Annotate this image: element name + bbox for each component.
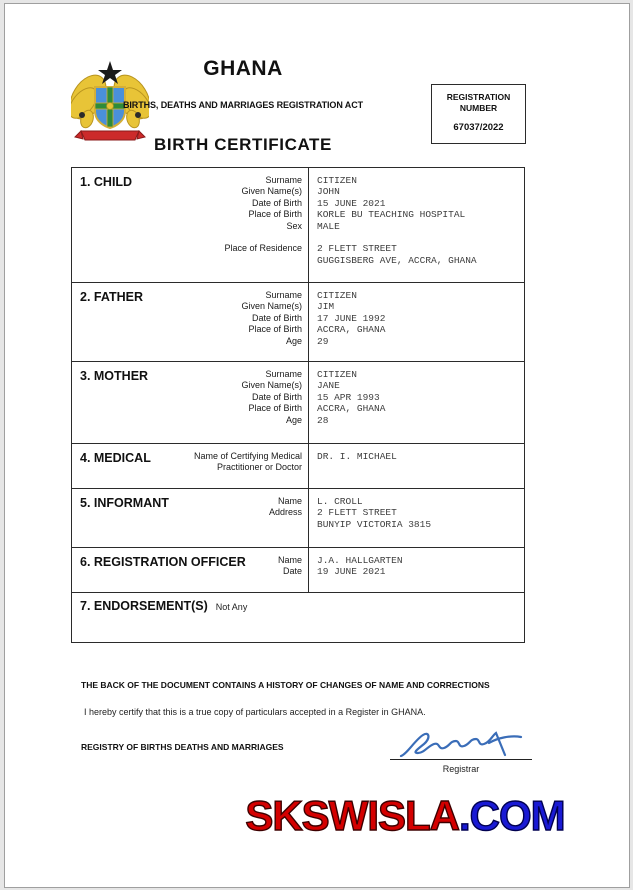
field-label: Age — [285, 414, 302, 425]
field-label: Date — [282, 566, 302, 577]
field-value: CITIZEN — [317, 369, 357, 380]
field-label: Address — [268, 507, 302, 518]
section-right-cell — [308, 444, 524, 488]
section-6-registration-officer — [72, 547, 524, 592]
field-value: 19 JUNE 2021 — [317, 566, 386, 578]
section-left-cell — [72, 444, 308, 488]
field-label: Place of Birth — [248, 324, 302, 335]
certify-statement: I hereby certify that this is a true copy of particulars accepted in a Register in GHANA. — [84, 707, 426, 717]
field-value: 2 FLETT STREET — [317, 507, 397, 519]
certificate-table — [71, 167, 525, 643]
field-value: 17 JUNE 1992 — [317, 312, 386, 324]
section-3-mother — [72, 361, 524, 443]
section-5-informant — [72, 488, 524, 547]
field-label — [72, 255, 302, 266]
field-value: 15 APR 1993 — [317, 391, 380, 403]
field-value: L. CROLL — [317, 496, 363, 507]
section-right-cell — [308, 168, 524, 282]
field-value: 28 — [317, 414, 329, 426]
field-value: CITIZEN — [317, 290, 357, 301]
section-left-cell — [72, 489, 308, 547]
field-value: JANE — [317, 380, 340, 392]
field-label: Age — [285, 335, 302, 346]
section-7-endorsement-s — [72, 592, 524, 642]
field-label — [72, 232, 302, 243]
section-title: 2. FATHER — [80, 290, 143, 304]
field-value — [317, 232, 520, 243]
watermark — [185, 792, 625, 840]
field-value — [317, 462, 520, 473]
field-value: JIM — [317, 301, 335, 313]
field-value: J.A. HALLGARTEN — [317, 555, 403, 566]
section-left-cell — [72, 283, 308, 361]
field-value: ACCRA, GHANA — [317, 403, 386, 415]
section-right-cell — [308, 548, 524, 592]
signature-line — [390, 759, 532, 760]
back-of-document-note: THE BACK OF THE DOCUMENT CONTAINS A HISTORY OF CHANGES OF NAME AND CORRECTIONS — [81, 680, 490, 690]
field-value: CITIZEN — [317, 175, 357, 186]
certificate-page — [4, 3, 630, 888]
field-value: ACCRA, GHANA — [317, 324, 386, 336]
section-2-father — [72, 282, 524, 361]
document-title: BIRTH CERTIFICATE — [154, 135, 332, 154]
field-label: Given Name(s) — [241, 301, 302, 312]
registration-number: 67037/2022 — [453, 122, 504, 133]
field-value: 2 FLETT STREET — [317, 243, 397, 255]
field-label: Given Name(s) — [241, 186, 302, 197]
section-title: 1. CHILD — [80, 175, 133, 189]
registry-title: REGISTRY OF BIRTHS DEATHS AND MARRIAGES — [81, 742, 284, 752]
section-left-cell — [72, 168, 308, 282]
watermark-blue-text: .COM — [459, 792, 565, 839]
section-4-medical — [72, 443, 524, 488]
field-label: Place of Birth — [248, 209, 302, 220]
act-title: BIRTHS, DEATHS AND MARRIAGES REGISTRATION ACT — [123, 100, 363, 110]
field-label: Sex — [286, 220, 302, 231]
field-label: Place of Residence — [224, 243, 302, 254]
field-value: JOHN — [317, 186, 340, 198]
field-value: GUGGISBERG AVE, ACCRA, GHANA — [317, 254, 477, 266]
section-title: 6. REGISTRATION OFFICER — [80, 555, 246, 569]
field-label: Name — [277, 555, 302, 565]
field-value: BUNYIP VICTORIA 3815 — [317, 518, 432, 530]
field-label: Given Name(s) — [241, 380, 302, 391]
section-title: 7. ENDORSEMENT(S) — [80, 599, 208, 613]
country-title: GHANA — [203, 57, 283, 80]
section-title: 4. MEDICAL — [80, 451, 151, 465]
registration-label-line2: NUMBER — [459, 102, 498, 113]
field-label: Name — [277, 496, 302, 506]
endorsement-note: Not Any — [215, 602, 248, 612]
field-value: KORLE BU TEACHING HOSPITAL — [317, 209, 466, 221]
signature-block — [390, 728, 532, 774]
field-value: MALE — [317, 220, 340, 232]
registrar-label: Registrar — [442, 764, 480, 774]
field-label: Surname — [265, 175, 302, 185]
section-right-cell — [308, 489, 524, 547]
field-label: Name of Certifying Medical — [193, 451, 302, 461]
field-label: Date of Birth — [251, 391, 302, 402]
section-right-cell — [308, 362, 524, 443]
field-value: 29 — [317, 335, 329, 347]
field-label: Surname — [265, 369, 302, 379]
section-left-cell — [72, 548, 308, 592]
section-title: 3. MOTHER — [80, 369, 149, 383]
field-label: Date of Birth — [251, 197, 302, 208]
field-label: Practitioner or Doctor — [216, 462, 302, 473]
field-label: Surname — [265, 290, 302, 300]
section-1-child — [72, 168, 524, 282]
section-left-cell — [72, 362, 308, 443]
field-label: Date of Birth — [251, 312, 302, 323]
registrar-signature-icon — [393, 728, 529, 762]
field-value: DR. I. MICHAEL — [317, 451, 397, 462]
watermark-red-text: SKSWISLA — [245, 792, 459, 839]
section-right-cell — [308, 283, 524, 361]
section-title: 5. INFORMANT — [80, 496, 169, 510]
registration-label-line1: REGISTRATION — [446, 92, 511, 102]
field-label — [72, 519, 302, 530]
field-value: 15 JUNE 2021 — [317, 197, 386, 209]
field-label: Place of Birth — [248, 403, 302, 414]
